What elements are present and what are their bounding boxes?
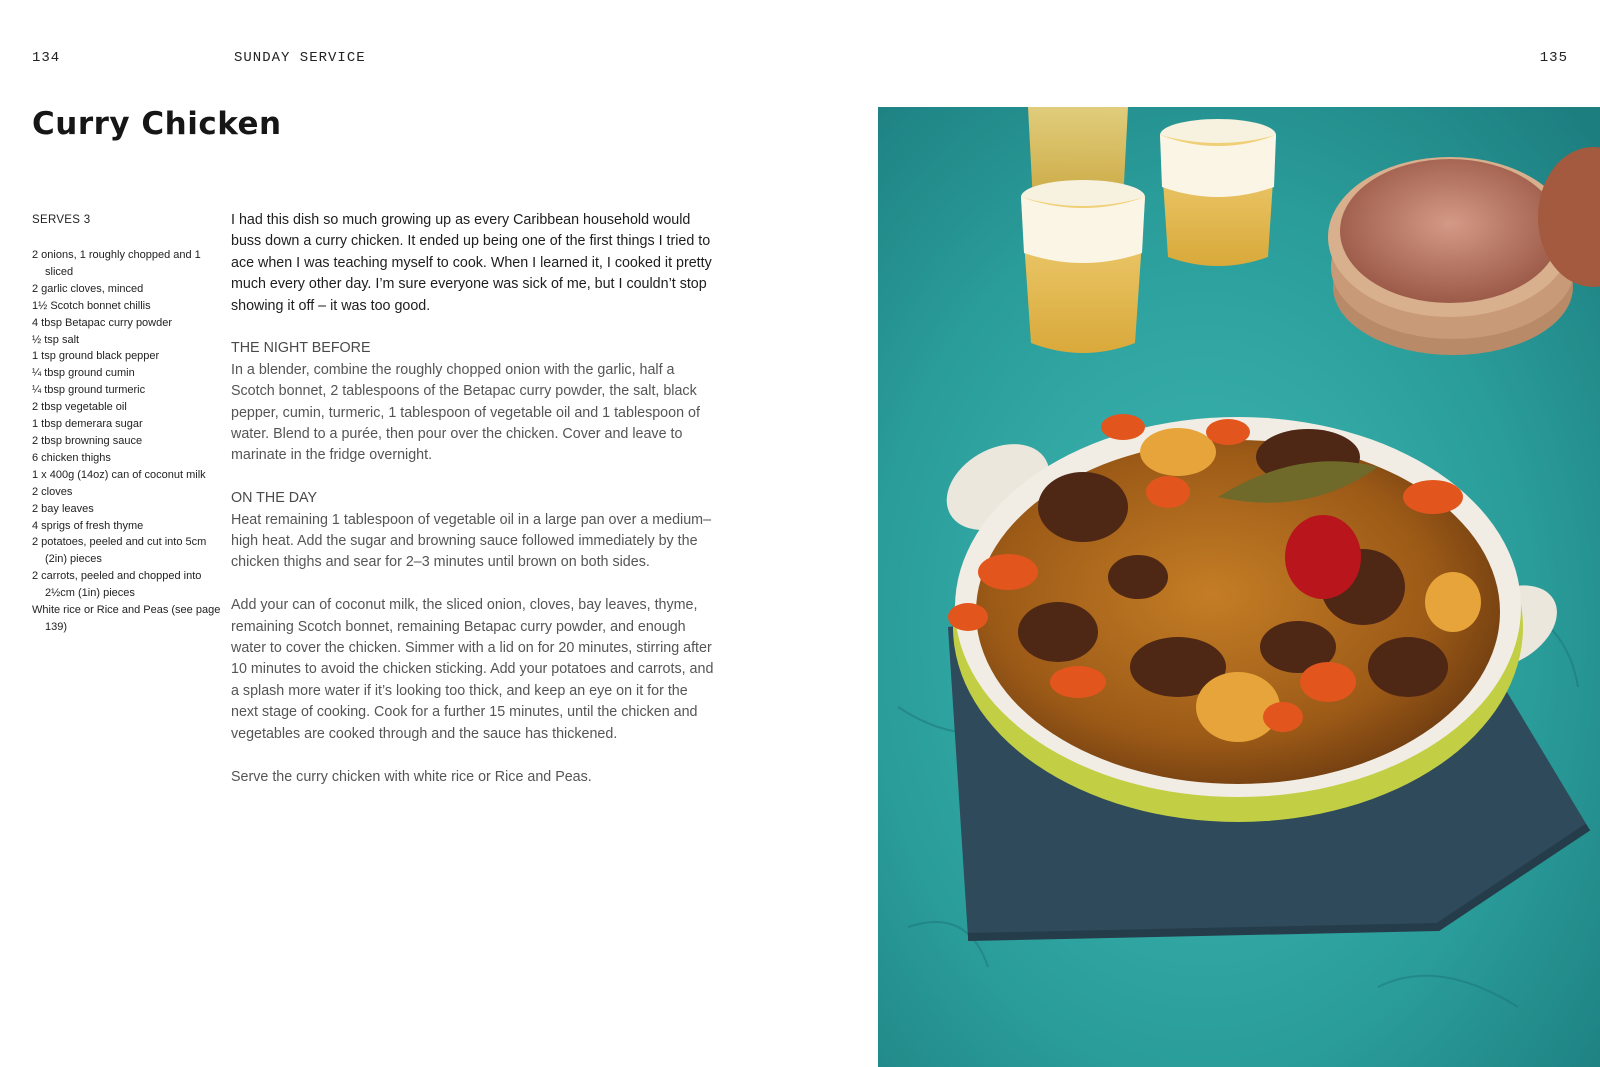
ingredient-item: 2 tbsp vegetable oil — [32, 401, 127, 414]
ingredient-item: 4 tbsp Betapac curry powder — [32, 316, 173, 329]
method-column — [231, 210, 716, 809]
on-the-day-text: Add your can of coconut milk, the sliced onion, cloves, bay leaves, thyme, remaining Scotch bonnet, remaining Betapac curry powder, and enough water to cover the chicken. Simmer with a lid on for 20 minutes, stirring after 10 minutes to avoid the chicken sticking. Add your potatoes and carrots, and a splash more water if it’s looking too thick, and keep an eye on it for the next stage of cooking. Cook for a further 15 minutes, until the chicken and vegetables are cooked through and the sauce has thickened. — [231, 597, 714, 742]
ingredient-item: 2 carrots, peeled and chopped into 2½cm (1in) pieces — [32, 570, 202, 600]
on-the-day-text: Heat remaining 1 tablespoon of vegetable oil in a large pan over a medium–high heat. Add the sugar and browning sauce followed immediately by the chicken thighs and sear for 2–3 minutes until brown on both sides. — [231, 511, 712, 571]
ingredient-item: 1 tbsp demerara sugar — [32, 418, 143, 431]
page-number-right: 135 — [1539, 50, 1568, 66]
ingredient-item: 1 tsp ground black pepper — [32, 350, 160, 363]
beer-glass — [1021, 180, 1145, 353]
scotch-bonnet-pepper — [1285, 515, 1361, 599]
ingredient-item: 4 sprigs of fresh thyme — [32, 519, 144, 532]
ingredient-item: 2 tbsp browning sauce — [32, 434, 143, 447]
recipe-title: Curry Chicken — [32, 106, 282, 142]
bowl-stack — [1328, 157, 1575, 355]
ingredient-item: 2 onions, 1 roughly chopped and 1 sliced — [32, 249, 201, 278]
section-title: SUNDAY SERVICE — [234, 50, 366, 66]
ingredient-item: 1 x 400g (14oz) can of coconut milk — [32, 468, 206, 481]
ingredient-item: ½ tsp salt — [32, 333, 80, 346]
ingredient-item: 2 potatoes, peeled and cut into 5cm (2in) pieces — [32, 536, 207, 566]
ingredient-item: 2 garlic cloves, minced — [32, 282, 144, 295]
serving-suggestion: Serve the curry chicken with white rice or Rice and Peas. — [231, 768, 592, 785]
serves-label: SERVES 3 — [32, 214, 91, 226]
ingredient-item: 1½ Scotch bonnet chillis — [32, 299, 151, 312]
ingredient-item: ¼ tbsp ground cumin — [32, 367, 135, 380]
intro-paragraph: I had this dish so much growing up as every Caribbean household would buss down a curry chicken. It ended up being one of the first things I tried to ace when I was teaching myself to cook. When I learned it, I cooked it pretty much every other day. I’m sure everyone was sick of me, but I couldn’t stop showing it off – it was too good. — [231, 212, 712, 314]
ingredient-item: White rice or Rice and Peas (see page 139) — [32, 604, 221, 633]
on-the-day-heading: ON THE DAY — [231, 490, 318, 507]
ingredient-item: 2 cloves — [32, 485, 73, 498]
ingredient-list — [32, 247, 222, 636]
ingredient-item: ¼ tbsp ground turmeric — [32, 384, 146, 397]
night-before-heading: THE NIGHT BEFORE — [231, 340, 371, 357]
food-photo — [878, 107, 1600, 1067]
ingredient-item: 6 chicken thighs — [32, 451, 111, 464]
ingredient-item: 2 bay leaves — [32, 502, 94, 515]
page-number-left: 134 — [32, 50, 61, 66]
beer-glass — [1160, 119, 1276, 266]
night-before-text: In a blender, combine the roughly chopped onion with the garlic, half a Scotch bonnet, 2 tablespoons of the Betapac curry powder, the salt, black pepper, cumin, turmeric, 1 tablespoon of vegetable oil and 1 tablespoon of water. Blend to a purée, then pour over the chicken. Cover and leave to marinate in the fridge overnight. — [231, 361, 700, 464]
